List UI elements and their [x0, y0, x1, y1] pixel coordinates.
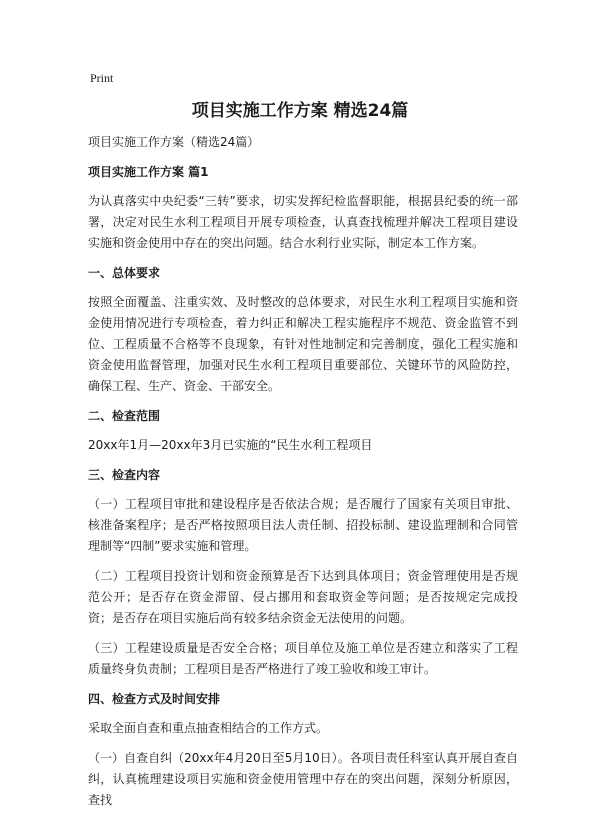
document-title: 项目实施工作方案 精选24篇 [191, 101, 409, 121]
section-text-overall: 按照全面覆盖、注重实效、及时整改的总体要求，对民生水利工程项目实施和资金使用情况进行专项检查，着力纠正和解决工程实施程序不规范、资金监管不到位、工程质量不合格等不良现象，有针对性地制定和完善制度，强化工程实施和资金使用监督管理，加强对民生水利工程项目重要部位、关键环节的风险防控，确保工程、生产、资金、干部安全。 [88, 295, 518, 393]
intro-paragraph: 为认真落实中央纪委“三转”要求，切实发挥纪检监督职能，根据县纪委的统一部署，决定对民生水利工程项目开展专项检查，认真查找梳理并解决工程项目建设实施和资金使用中存在的突出问题。结合水利行业实际，制定本工作方案。 [88, 194, 518, 250]
section-text-method: 采取全面自查和重点抽查相结合的工作方式。 [88, 721, 329, 735]
method-item-1: （一）自查自纠（20xx年4月20日至5月10日）。各项目责任科室认真开展自查自纠，认真梳理建设项目实施和资金使用管理中存在的突出问题，深刻分析原因，查找 [88, 751, 518, 807]
section-text-scope: 20xx年1月—20xx年3月已实施的“民生水利工程项目 [88, 438, 373, 452]
section-heading-scope: 二、检查范围 [88, 409, 161, 423]
section-heading-content: 三、检查内容 [88, 468, 161, 482]
article-heading: 项目实施工作方案 篇1 [88, 165, 209, 179]
content-item-2: （二）工程项目投资计划和资金预算是否下达到具体项目；资金管理使用是否规范公开；是否存在资金滞留、侵占挪用和套取资金等问题；是否按规定完成投资；是否存在项目实施后尚有较多结余资金无法使用的问题。 [88, 569, 518, 625]
content-item-1: （一）工程项目审批和建设程序是否依法合规；是否履行了国家有关项目审批、核准备案程序；是否严格按照项目法人责任制、招投标制、建设监理制和合同管理制等“四制”要求实施和管理。 [88, 497, 518, 553]
document-subtitle: 项目实施工作方案（精选24篇） [88, 135, 260, 149]
content-item-3: （三）工程建设质量是否安全合格；项目单位及施工单位是否建立和落实了工程质量终身负责制；工程项目是否严格进行了竣工验收和竣工审计。 [88, 641, 518, 676]
section-heading-method: 四、检查方式及时间安排 [88, 692, 221, 706]
document-body [88, 132, 518, 820]
print-label: Print [90, 71, 114, 85]
section-heading-overall: 一、总体要求 [88, 266, 161, 280]
